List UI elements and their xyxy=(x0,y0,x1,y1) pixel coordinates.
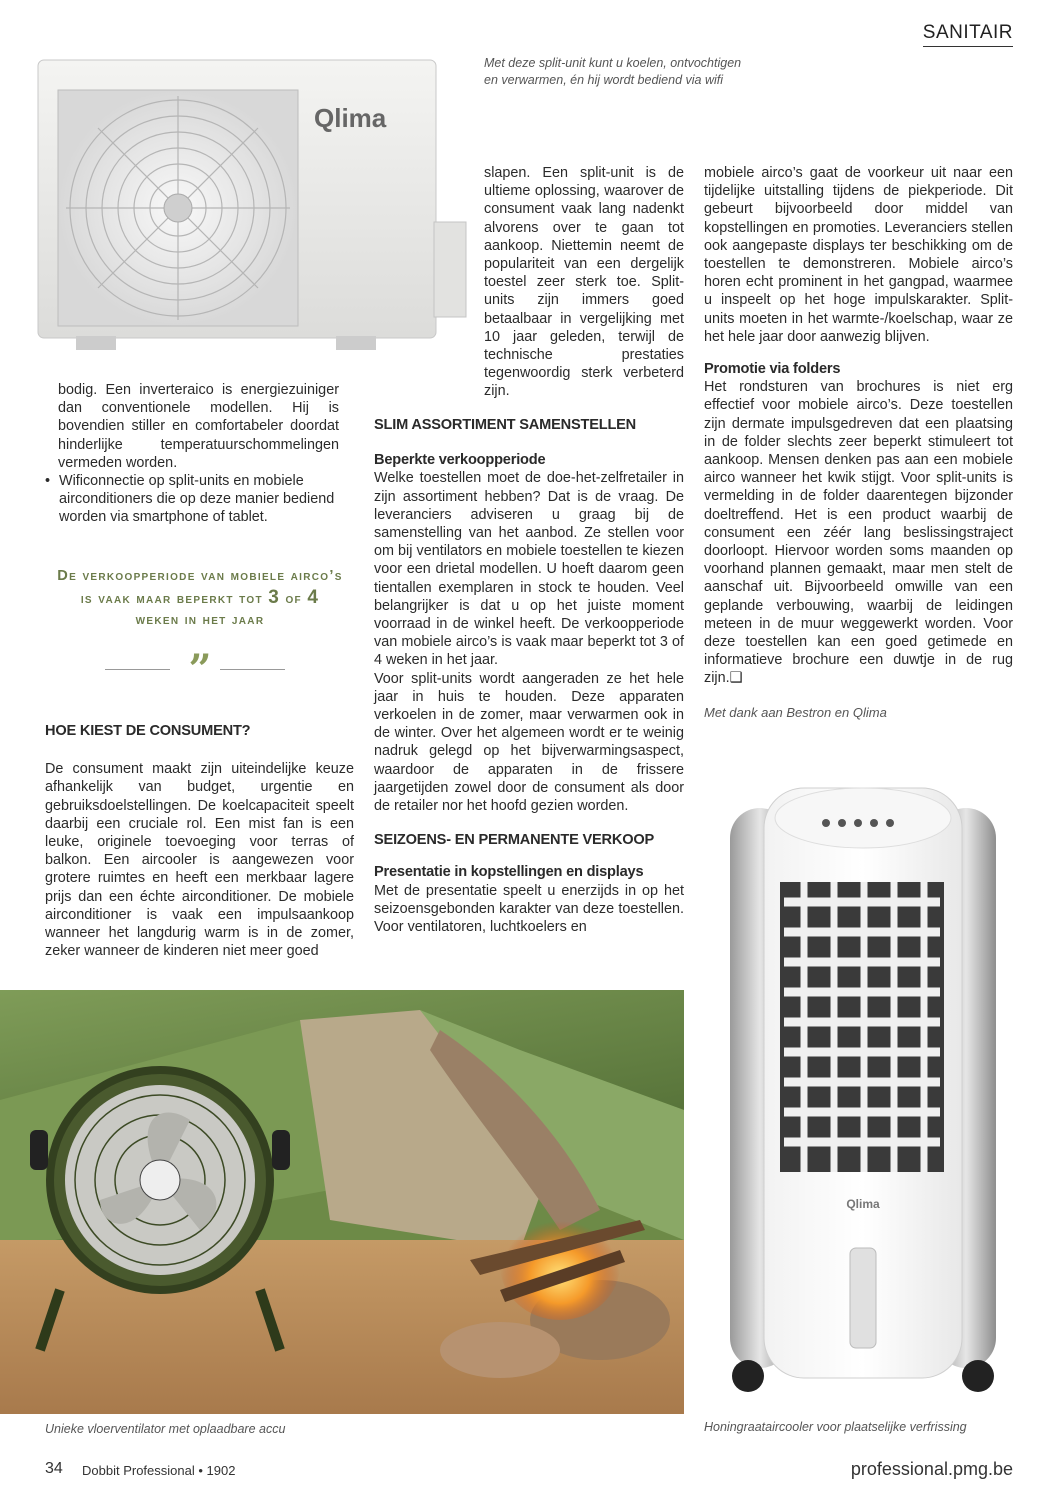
pull-quote-line-2b: of xyxy=(280,591,308,607)
pull-quote-number-1: 3 xyxy=(268,587,281,608)
subheading-beperkte-verkoopperiode: Beperkte verkoopperiode xyxy=(374,452,546,469)
column-2-top xyxy=(484,164,684,401)
column-2 xyxy=(374,416,684,936)
paragraph-text: Het rondsturen van brochures is niet erg effectief voor mobiele airco’s. Deze toestellen zijn dermate impulsgedreven dat een plaatsing in de folder slechts zeer beperkt stimuleert tot aankoop. Mensen denken pas aan een mobiele airco wanneer het kwik stijgt. Voor split-units is vermelding in de folder daarentegen bijzonder doeltreffend. Het is een product waarbij de consument een zéér lang beslissingstraject doorloopt. Hiervoor worden soms maanden op voorhand plannen gemaakt, maar men stelt de aanschaf uit. Bijvoorbeeld omwille van een geplande verbouwing, waarbij de leidingen meteen in de muur weggewerkt worden. Voor deze toestellen kan een goed getimede en informatieve brochure een duwtje in de rug zijn. xyxy=(704,379,1013,687)
page-number: 34 xyxy=(45,1460,63,1477)
bullet-dot: • xyxy=(45,473,51,489)
heading-hoe-kiest: HOE KIEST DE CONSUMENT? xyxy=(45,723,251,739)
pull-quote-line-2a: is vaak maar beperkt tot xyxy=(80,591,269,607)
pull-quote xyxy=(45,566,355,631)
caption-cooler: Honingraataircooler voor plaatselijke verfrissing xyxy=(704,1420,967,1434)
quote-divider xyxy=(105,646,295,693)
column-1 xyxy=(45,722,354,960)
pull-quote-number-2: 4 xyxy=(307,587,320,608)
heading-slim-assortiment: SLIM ASSORTIMENT SAMENSTELLEN xyxy=(374,417,637,433)
paragraph: bodig. Een inverteraico is energiezuiniger dan conventionele modellen. Hij is bovendien stiller en comfortabeler doordat hinderlijke temperatuurschommelingen vermeden worden. xyxy=(58,382,339,471)
section-tag: SANITAIR xyxy=(923,22,1013,47)
divider-line-left xyxy=(105,669,170,670)
paragraph: Welke toestellen moet de doe-het-zelfretailer in zijn assortiment hebben? Dat is de vraag. De leveranciers adviseren u graag bij de samenstelling van het aanbod. Ze stellen voor om bij ventilators en mobiele toestellen te kiezen voor een drietal modellen. U hoeft daarom geen tientallen exemplaren in stock te houden. Veel belangrijker is dat u op het juiste moment voorraad in de winkel heeft. De verkoopperiode van mobiele airco’s is vaak maar beperkt tot 3 of 4 weken in het jaar. xyxy=(374,470,684,669)
paragraph: De consument maakt zijn uiteindelijke keuze afhankelijk van budget, urgentie en gebruiksdoelstellingen. De koelcapaciteit speelt daarbij een cruciale rol. Een mist fan is een leuke, originele toevoeging voor terras of balkon. Een aircooler is aangewezen voor grotere ruimtes en heeft een merkbaar lagere prijs dan een échte airconditioner. De mobiele airconditioner is vaak een impulsaankoop wanneer het langdurig warm is in de zomer, zeker wanneer de kinderen niet meer goed xyxy=(45,761,354,960)
paragraph: mobiele airco’s gaat de voorkeur uit naar een tijdelijke uitstalling tijdens de piekperiode. Dit gebeurt bijvoorbeeld door middel van kopstellingen en promoties. Leveranciers stellen ook aangepaste displays ter beschikking om de toestellen te demonstreren. Mobiele airco’s horen echt prominent in het gangpad, waarmee u inspeelt op het hoge impulskarakter. Split-units moeten in het warmte-/koelschap, waar ze het hele jaar door aanwezig blijven. xyxy=(704,165,1013,345)
subheading-promotie-folders: Promotie via folders xyxy=(704,361,841,378)
caption-split-unit: Met deze split-unit kunt u koelen, ontvochtigen en verwarmen, én hij wordt bediend via wifi xyxy=(484,56,742,87)
caption-fan: Unieke vloerventilator met oplaadbare accu xyxy=(45,1422,286,1436)
pull-quote-line-1: De verkoopperiode van mobiele airco’s xyxy=(57,568,343,584)
bullet-text: Wificonnectie op split-units en mobiele airconditioners die op deze manier bediend worden via smartphone of tablet. xyxy=(59,473,335,526)
thanks-note: Met dank aan Bestron en Qlima xyxy=(704,704,887,720)
aircooler-image xyxy=(724,778,1002,1402)
website-url: professional.pmg.be xyxy=(850,1459,1013,1479)
paragraph: slapen. Een split-unit is de ultieme oplossing, waarover de consument vaak lang nadenkt alvorens over te gaan tot aankoop. Niettemin neemt de populariteit van een dergelijk toestel zeer sterk toe. Split-units zijn immers goed betaalbaar in vergelijking met 10 jaar geleden, terwijl de technische prestaties tegenwoordig sterk verbeterd zijn. xyxy=(484,165,684,400)
quote-mark-icon: ” xyxy=(188,646,212,693)
camping-fan-image xyxy=(0,990,684,1414)
column-1-top xyxy=(58,381,339,472)
cooler-brand: Qlima xyxy=(846,1197,880,1211)
paragraph: Voor split-units wordt aangeraden ze het hele jaar in huis te houden. Deze apparaten verkoelen in de zomer, maar verwarmen ook in de winter. Over het algemeen wordt er te weinig nadruk gelegd op het bijverwarmingsaspect, waardoor de apparaten in de frissere jaargetijden zowel door de consument als door de retailer nor het hoofd gezien worden. xyxy=(374,670,684,815)
subheading-presentatie: Presentatie in kopstellingen en displays xyxy=(374,864,644,881)
pull-quote-line-3: weken in het jaar xyxy=(135,612,265,628)
magazine-issue: Dobbit Professional • 1902 xyxy=(82,1463,236,1478)
heading-seizoens-verkoop: SEIZOENS- EN PERMANENTE VERKOOP xyxy=(374,832,655,849)
divider-line-right xyxy=(220,669,285,670)
paragraph: Met de presentatie speelt u enerzijds in op het seizoensgebonden karakter van deze toestellen. Voor ventilatoren, luchtkoelers en xyxy=(374,882,684,936)
end-mark-icon: ❑ xyxy=(729,670,743,687)
paragraph xyxy=(704,378,1013,687)
column-3 xyxy=(704,164,1013,721)
bullet-item xyxy=(45,472,339,527)
splitunit-brand: Qlima xyxy=(314,103,387,133)
split-unit-image xyxy=(36,52,470,357)
pull-quote-line-2 xyxy=(45,587,355,610)
